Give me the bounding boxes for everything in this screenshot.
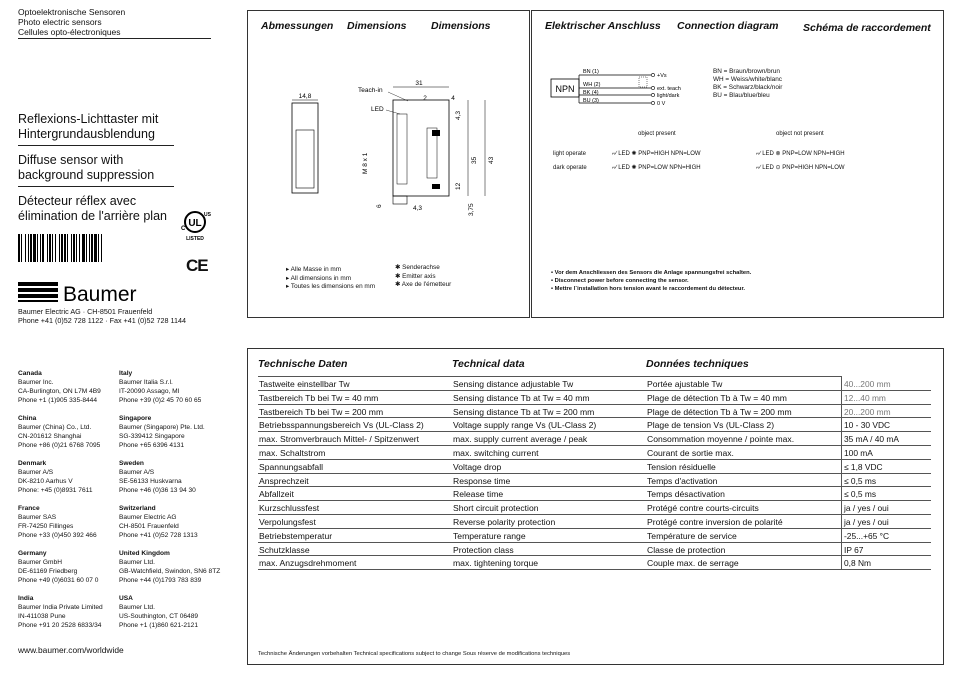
tech-row	[258, 460, 841, 474]
tech-cell-fr: Tension résiduelle	[647, 461, 716, 472]
product-title-de	[18, 112, 158, 142]
country-line: Baumer Ltd.	[119, 604, 155, 611]
axis-note-fr: Axe de l'émetteur	[401, 281, 452, 288]
country-line: Phone +39 (0)2 45 70 60 65	[119, 397, 202, 404]
country-line: DK-8210 Aarhus V	[18, 478, 73, 485]
country-name: France	[18, 505, 40, 512]
tech-row	[258, 487, 841, 501]
tech-value-cell	[841, 391, 931, 405]
dim-31: 31	[415, 80, 423, 87]
tech-value: ≤ 0,5 ms	[844, 489, 877, 500]
tech-row	[258, 556, 841, 570]
connection-title-fr: Schéma de raccordement	[803, 22, 931, 34]
tech-row	[258, 432, 841, 446]
country-name: Denmark	[18, 460, 47, 467]
tech-footer-note: Technische Änderungen vorbehalten Technical specifications subject to change Sous réserve de modifications techniques	[258, 651, 571, 657]
dim-4: 4	[451, 95, 455, 102]
country-line: Phone +49 (0)6031 60 07 0	[18, 577, 99, 584]
header-line-de: Optoelektronische Sensoren	[18, 7, 126, 17]
country-italy	[119, 369, 201, 405]
country-name: USA	[119, 595, 133, 602]
led-label: LED	[371, 106, 384, 113]
pin-light-dark: light/dark	[657, 93, 680, 99]
tech-value-cell	[841, 446, 931, 460]
led-off-icon: ⊗	[775, 151, 781, 157]
dim-note-en: All dimensions in mm	[290, 274, 352, 282]
country-line: Baumer Electric AG	[119, 514, 177, 521]
country-line: Phone +44 (0)1793 783 839	[119, 577, 202, 584]
country-line: Phone +65 6396 4131	[119, 442, 185, 449]
tech-cell-en: Response time	[453, 475, 511, 486]
dim-note-de: Alle Masse in mm	[290, 266, 342, 273]
company-address: Baumer Electric AG · CH-8501 Frauenfeld	[18, 307, 153, 316]
wire-color-legend	[713, 68, 782, 100]
tech-cell-de: Schutzklasse	[259, 544, 310, 555]
tech-cell-de: Kurzschlussfest	[259, 503, 320, 514]
country-switzerland	[119, 504, 198, 540]
header-line-fr: Cellules opto-électroniques	[18, 27, 121, 37]
tech-value-cell	[841, 501, 931, 515]
country-name: China	[18, 415, 37, 422]
ce-mark-icon: CE	[186, 256, 208, 275]
tech-cell-fr: Portée ajustable Tw	[647, 379, 723, 389]
tech-cell-fr: Protégé contre courts-circuits	[647, 503, 759, 514]
tech-cell-de: Tastbereich Tb bei Tw = 40 mm	[259, 392, 379, 403]
object-not-present-label: object not present	[776, 131, 824, 137]
tech-cell-de: max. Stromverbrauch Mittel- / Spitzenwert	[259, 434, 419, 445]
do-not-state	[756, 165, 845, 172]
tech-row	[258, 474, 841, 488]
lo-present-led: LED	[618, 151, 630, 157]
tech-value-cell	[841, 432, 931, 446]
tech-title-de: Technische Daten	[258, 358, 348, 370]
wire-bn-label: BN (1)	[583, 69, 599, 75]
led-off-icon: ⊙	[775, 165, 781, 171]
dim-12: 12	[455, 182, 462, 190]
switch-symbol-icon: ⌐∕	[612, 151, 619, 157]
tech-cell-fr: Plage de détection Tb à Tw = 40 mm	[647, 392, 787, 403]
led-on-icon: ✺	[631, 165, 637, 171]
axis-note-de: Senderachse	[402, 264, 440, 271]
tech-cell-de: Tastbereich Tb bei Tw = 200 mm	[259, 406, 384, 417]
product-fr-line2: élimination de l'arrière plan	[18, 209, 167, 223]
tech-value-cell	[841, 460, 931, 474]
tech-value-cell	[841, 418, 931, 432]
tech-cell-en: Voltage supply range Vs (UL-Class 2)	[453, 420, 597, 431]
tech-cell-de: Ansprechzeit	[259, 475, 309, 486]
pin-vs: +Vs	[657, 73, 667, 79]
tech-value-cell	[841, 529, 931, 543]
dimensions-title-de: Abmessungen	[261, 20, 334, 32]
do-present-state	[612, 165, 701, 172]
country-line: GB-Watchfield, Swindon, SN6 8TZ	[119, 568, 221, 575]
country-line: FR-74250 Fillinges	[18, 523, 74, 530]
header-rule	[18, 38, 211, 39]
front-view-window	[296, 130, 314, 188]
tech-value-cell	[841, 405, 931, 419]
switch-symbol-icon: ⌐∕	[612, 165, 619, 171]
tech-value: 100 mA	[844, 448, 873, 458]
tech-value: 0,8 Nm	[844, 558, 871, 569]
tech-value-cell	[841, 515, 931, 529]
country-line: SG-339412 Singapore	[119, 433, 185, 440]
dim-4-3-a: 4,3	[455, 110, 462, 120]
tech-value: ≤ 1,8 VDC	[844, 461, 883, 472]
tech-cell-fr: Consommation moyenne / pointe max.	[647, 434, 795, 445]
switch-symbol-icon: ⌐∕	[756, 151, 763, 157]
dim-4-3-b: 4,3	[413, 205, 423, 212]
tech-cell-de: Abfallzeit	[259, 489, 294, 500]
lo-not-state	[756, 151, 845, 158]
category-header	[18, 7, 125, 37]
baumer-logo	[18, 281, 168, 303]
dark-operate-label: dark operate	[553, 165, 587, 171]
country-line: Phone +46 (0)36 13 94 30	[119, 487, 196, 494]
lo-not-led: LED	[762, 151, 774, 157]
ul-us-text: US	[204, 212, 211, 218]
wiring-diagram	[549, 63, 709, 111]
tech-cell-fr: Temps d'activation	[647, 475, 718, 486]
country-line: Baumer (China) Co., Ltd.	[18, 424, 92, 431]
country-name: United Kingdom	[119, 550, 170, 557]
lo-present-output: PNP=HIGH NPN=LOW	[638, 151, 701, 157]
website-link[interactable]: www.baumer.com/worldwide	[18, 645, 124, 655]
tech-cell-fr: Plage de détection Tb à Tw = 200 mm	[647, 406, 792, 417]
tech-row	[258, 515, 841, 529]
tech-cell-de: Betriebstemperatur	[259, 530, 333, 541]
tech-value: 20...200 mm	[844, 406, 891, 417]
tech-cell-en: Release time	[453, 489, 504, 500]
do-present-led: LED	[618, 165, 630, 171]
tech-value-cell	[841, 543, 931, 557]
country-line: Baumer A/S	[18, 469, 54, 476]
tech-value-cell	[841, 474, 931, 488]
lo-present-state	[612, 151, 701, 158]
country-line: US-Southington, CT 06489	[119, 613, 199, 620]
country-line: SE-56133 Huskvarna	[119, 478, 182, 485]
country-line: Phone +86 (0)21 6768 7095	[18, 442, 101, 449]
product-de-line2: Hintergrundausblendung	[18, 127, 155, 141]
tech-cell-de: Betriebsspannungsbereich Vs (UL-Class 2)	[259, 420, 424, 431]
country-usa	[119, 594, 198, 630]
tech-cell-en: Sensing distance adjustable Tw	[453, 379, 574, 389]
npn-label: NPN	[555, 84, 575, 94]
dim-35: 35	[471, 156, 478, 164]
wire-wh-label: WH (2)	[583, 82, 601, 88]
country-name: Canada	[18, 370, 42, 377]
tech-value: -25...+65 °C	[844, 530, 890, 541]
product-title-fr	[18, 194, 167, 224]
dim-2: 2	[423, 95, 427, 102]
tech-cell-de: max. Schaltstrom	[259, 448, 326, 458]
tech-cell-de: max. Anzugsdrehmoment	[259, 558, 357, 569]
tech-value: ja / yes / oui	[844, 503, 889, 514]
tech-cell-en: Voltage drop	[453, 461, 502, 472]
title-rule-1	[18, 145, 174, 146]
tech-title-en: Technical data	[452, 358, 525, 370]
country-france	[18, 504, 97, 540]
tech-value-cell	[841, 377, 931, 391]
tech-row	[258, 529, 841, 543]
axis-notes: ✱ Senderachse ✱ Emitter axis ✱ Axe de l'émetteur	[395, 264, 452, 288]
tech-cell-en: max. tightening torque	[453, 558, 539, 569]
tech-value-cell	[841, 487, 931, 501]
country-line: Phone: +45 (0)8931 7611	[18, 487, 93, 494]
country-line: IT-20090 Assago, MI	[119, 388, 180, 395]
safety-warnings	[551, 269, 751, 293]
tech-cell-fr: Plage de tension Vs (UL-Class 2)	[647, 420, 775, 431]
barcode-bar	[102, 234, 103, 262]
country-name: Italy	[119, 370, 133, 377]
warning-en: • Disconnect power before connecting the sensor.	[551, 278, 689, 284]
switch-symbol-icon: ⌐∕	[756, 165, 763, 171]
dimension-notes: ▸ Alle Masse in mm ▸ All dimensions in mm ▸ Toutes les dimensions en mm	[286, 266, 376, 290]
country-germany	[18, 549, 98, 585]
warning-fr: • Mettre l´installation hors tension avant le raccordement du détecteur.	[551, 286, 746, 292]
lo-not-output: PNP=LOW NPN=HIGH	[782, 151, 845, 157]
connection-title-de: Elektrischer Anschluss	[545, 20, 661, 32]
country-denmark	[18, 459, 93, 495]
tech-cell-en: Short circuit protection	[453, 503, 539, 514]
country-india	[18, 594, 103, 630]
tech-cell-en: Protection class	[453, 544, 514, 555]
country-line: Baumer SAS	[18, 514, 57, 521]
country-line: Baumer Italia S.r.l.	[119, 379, 173, 386]
header-line-en: Photo electric sensors	[18, 17, 102, 27]
logo-text: Baumer	[63, 283, 137, 303]
dim-43: 43	[488, 156, 495, 164]
tech-row	[258, 501, 841, 515]
product-de-line1: Reflexions-Lichttaster mit	[18, 112, 159, 126]
product-en-line1: Diffuse sensor with	[18, 153, 124, 167]
country-line: Baumer GmbH	[18, 559, 62, 566]
wire-bu-label: BU (3)	[583, 98, 599, 104]
country-line: CN-201612 Shanghai	[18, 433, 82, 440]
country-line: CH-8501 Frauenfeld	[119, 523, 179, 530]
tech-value: ≤ 0,5 ms	[844, 475, 877, 486]
tech-cell-en: Sensing distance Tb at Tw = 200 mm	[453, 406, 595, 417]
tech-value: 10 - 30 VDC	[844, 420, 891, 431]
light-operate-label: light operate	[553, 151, 587, 157]
country-canada	[18, 369, 101, 405]
country-line: Phone +1 (1)905 335-8444	[18, 397, 98, 404]
country-line: Phone +33 (0)450 392 466	[18, 532, 97, 539]
do-present-output: PNP=LOW NPN=HIGH	[638, 165, 701, 171]
country-china	[18, 414, 100, 450]
country-line: Baumer Ltd.	[119, 559, 155, 566]
do-not-led: LED	[762, 165, 774, 171]
legend-bk: BK = Schwarz/black/noir	[713, 84, 783, 91]
tech-cell-fr: Courant de sortie max.	[647, 448, 734, 458]
title-rule-2	[18, 186, 174, 187]
dim-3-75: 3,75	[468, 203, 475, 216]
legend-bn: BN = Braun/brown/brun	[713, 68, 780, 75]
product-barcode	[18, 234, 174, 262]
country-line: Phone +91 20 2528 6833/34	[18, 622, 102, 629]
pin-0v: 0 V	[657, 101, 666, 107]
tech-value: ja / yes / oui	[844, 517, 889, 527]
product-title-en	[18, 153, 154, 183]
dimensions-title-en: Dimensions	[347, 20, 407, 32]
tech-cell-en: max. switching current	[453, 448, 539, 458]
legend-bu: BU = Blau/blue/bleu	[713, 92, 770, 99]
teach-in-label: Teach-in	[358, 87, 383, 94]
tech-cell-fr: Couple max. de serrage	[647, 558, 739, 569]
tech-value-cell	[841, 556, 931, 570]
tech-row	[258, 446, 841, 460]
company-phone: Phone +41 (0)52 728 1122 · Fax +41 (0)52 728 1144	[18, 316, 186, 325]
tech-cell-fr: Protégé contre inversion de polarité	[647, 517, 783, 527]
ul-c-text: C	[181, 226, 186, 232]
country-line: CA-Burlington, ON L7M 4B9	[18, 388, 101, 395]
country-line: DE-61169 Friedberg	[18, 568, 78, 575]
country-name: Singapore	[119, 415, 152, 422]
ul-text: UL	[188, 218, 202, 229]
tech-cell-fr: Temps désactivation	[647, 489, 725, 500]
tech-cell-fr: Température de service	[647, 530, 737, 541]
tech-row	[258, 418, 841, 432]
tech-title-fr: Données techniques	[646, 358, 749, 370]
dim-14-8: 14,8	[298, 93, 312, 100]
country-line: Phone +41 (0)52 728 1313	[119, 532, 198, 539]
country-name: Switzerland	[119, 505, 156, 512]
axis-note-en: Emitter axis	[402, 272, 436, 280]
tech-cell-de: Verpolungsfest	[259, 517, 316, 527]
country-line: Baumer A/S	[119, 469, 155, 476]
legend-wh: WH = Weiss/white/blanc	[713, 76, 782, 83]
tech-value: IP 67	[844, 544, 864, 555]
tech-cell-de: Spannungsabfall	[259, 461, 324, 472]
company-contact	[18, 307, 186, 325]
tech-cell-en: max. supply current average / peak	[453, 434, 588, 445]
country-name: India	[18, 595, 34, 602]
product-fr-line1: Détecteur réflex avec	[18, 194, 137, 208]
dimension-drawing	[248, 70, 530, 220]
thread-m8-label: M 8 x 1	[362, 152, 369, 174]
do-not-output: PNP=HIGH NPN=LOW	[782, 165, 845, 171]
tech-value: 40...200 mm	[844, 379, 891, 389]
wire-bk-label: BK (4)	[583, 90, 599, 96]
ul-listed-text: LISTED	[186, 236, 204, 242]
dimensions-title-fr: Dimensions	[431, 20, 491, 32]
led-on-icon: ✺	[631, 151, 637, 157]
tech-row	[258, 377, 841, 391]
product-en-line2: background suppression	[18, 168, 155, 182]
country-line: Baumer India Private Limited	[18, 604, 103, 611]
tech-value: 35 mA / 40 mA	[844, 434, 899, 445]
country-name: Germany	[18, 550, 47, 557]
country-sweden	[119, 459, 196, 495]
country-line: IN-411038 Pune	[18, 613, 66, 620]
tech-cell-en: Temperature range	[453, 530, 526, 541]
tech-cell-en: Sensing distance Tb at Tw = 40 mm	[453, 392, 590, 403]
tech-row	[258, 391, 841, 405]
tech-row	[258, 405, 841, 419]
dim-note-fr: Toutes les dimensions en mm	[290, 283, 376, 290]
tech-row	[258, 543, 841, 557]
country-line: Baumer Inc.	[18, 379, 54, 386]
country-name: Sweden	[119, 460, 144, 467]
dim-6: 6	[376, 204, 383, 208]
ul-listed-mark-icon	[178, 208, 212, 244]
warning-de: • Vor dem Anschliessen des Sensors die Anlage spannungsfrei schalten.	[551, 270, 752, 276]
pin-teach: ext. teach	[657, 86, 681, 92]
country-line: Baumer (Singapore) Pte. Ltd.	[119, 424, 205, 431]
tech-cell-en: Reverse polarity protection	[453, 517, 556, 527]
country-singapore	[119, 414, 205, 450]
object-present-label: object present	[638, 131, 676, 137]
tech-cell-fr: Classe de protection	[647, 544, 726, 555]
side-view-outline	[393, 100, 449, 196]
connection-title-en: Connection diagram	[677, 20, 779, 32]
tech-value: 12...40 mm	[844, 392, 886, 403]
country-line: Phone +1 (1)860 621-2121	[119, 622, 199, 629]
tech-cell-de: Tastweite einstellbar Tw	[259, 379, 350, 389]
country-united-kingdom	[119, 549, 220, 585]
